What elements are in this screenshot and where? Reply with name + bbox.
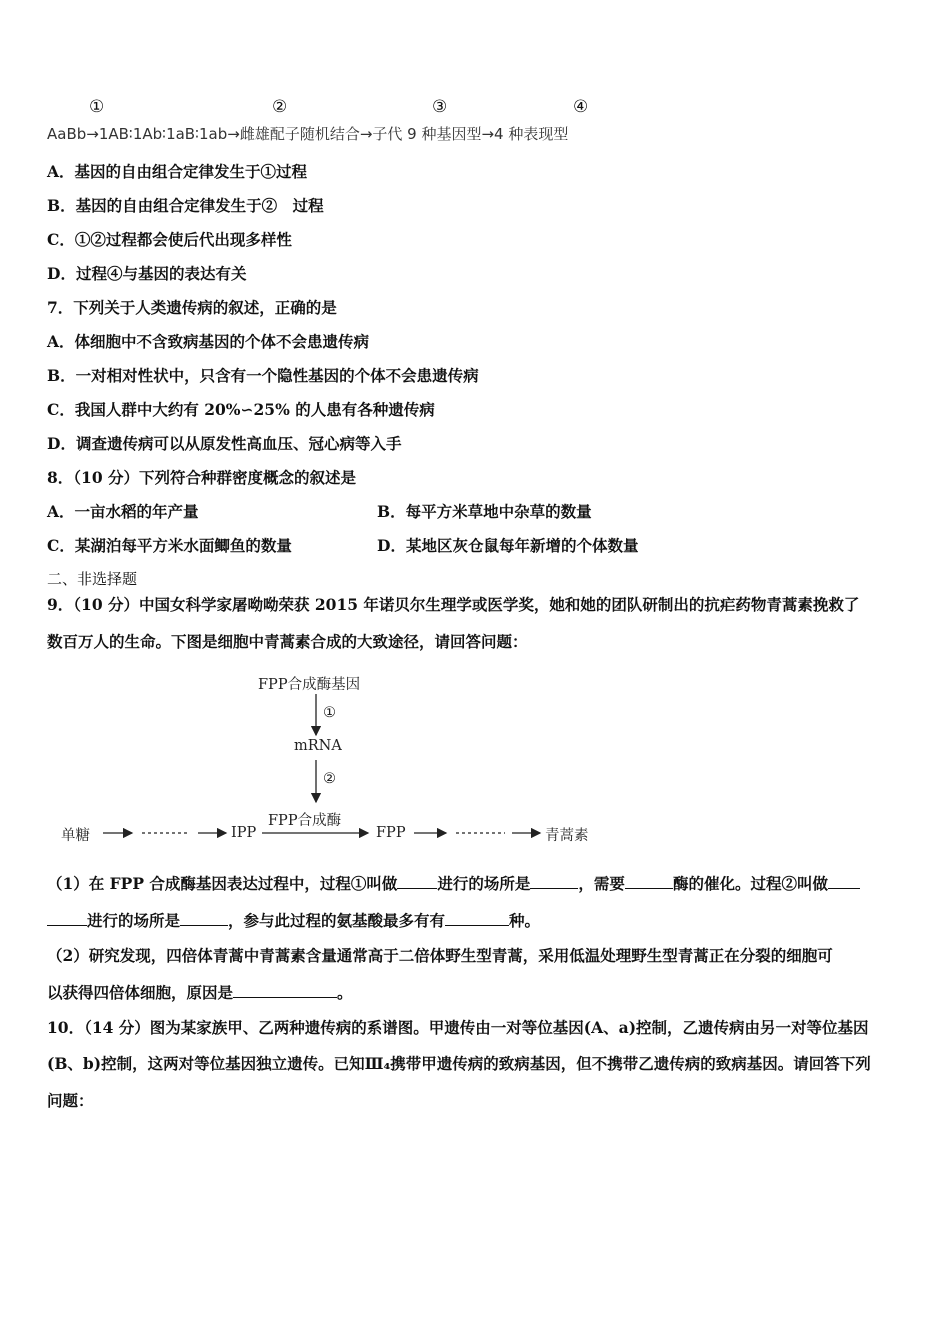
q6-option-a: A．基因的自由组合定律发生于①过程 [47,162,308,181]
q10-stem-line2: (B、b)控制，这两对等位基因独立遗传。已知Ⅲ₄携带甲遗传病的致病基因，但不携带乙遗传病的致病基因。请回答下列 [47,1054,871,1073]
answer-blank[interactable] [233,983,337,998]
q9-sub2-line1: （2）研究发现，四倍体青蒿中青蒿素含量通常高于二倍体野生型青蒿，采用低温处理野生型青蒿正在分裂的细胞可 [47,946,833,965]
q8-option-d: D．某地区灰仓鼠每年新增的个体数量 [377,536,639,555]
answer-blank[interactable] [180,911,228,926]
fpp-label: FPP [376,825,406,841]
step-marker-3: ③ [432,97,448,117]
q8-option-a: A．一亩水稻的年产量 [47,502,199,521]
q9-sub1-line2: 进行的场所是 ，参与此过程的氨基酸最多有有 种。 [47,911,540,931]
q9-stem-line1: 9．（10 分）中国女科学家屠呦呦荣获 2015 年诺贝尔生理学或医学奖，她和她的团队研制出的抗疟药物青蒿素挽救了 [47,595,860,614]
q6-option-c: C．①②过程都会使后代出现多样性 [47,230,292,249]
product-label: 青蒿素 [545,828,589,844]
step-2-label: ② [323,771,336,787]
section-heading: 二、非选择题 [47,570,138,588]
q7-option-d: D．调查遗传病可以从原发性高血压、冠心病等入手 [47,434,402,453]
q7-option-b: B．一对相对性状中，只含有一个隐性基因的个体不会患遗传病 [47,366,479,385]
step-marker-4: ④ [573,97,589,117]
answer-blank[interactable] [625,874,673,889]
q6-option-d: D．过程④与基因的表达有关 [47,264,247,283]
ipp-label: IPP [231,825,257,841]
q8-option-c: C．某湖泊每平方米水面鲫鱼的数量 [47,536,292,555]
answer-blank[interactable] [445,911,509,926]
mrna-label: mRNA [294,738,342,754]
step-marker-1: ① [89,97,105,117]
step-1-label: ① [323,705,336,721]
gamete-flow-text: AaBb→1AB∶1Ab∶1aB∶1ab→雌雄配子随机结合→子代 9 种基因型→4 种表现型 [47,125,569,143]
sugar-label: 单糖 [61,828,90,844]
q10-stem-line1: 10．（14 分）图为某家族甲、乙两种遗传病的系谱图。甲遗传由一对等位基因(A、a)控制，乙遗传病由另一对等位基因 [47,1018,869,1037]
q8-stem: 8．（10 分）下列符合种群密度概念的叙述是 [47,468,357,487]
step-marker-2: ② [272,97,288,117]
enzyme-label: FPP合成酶 [268,813,342,829]
q9-stem-line2: 数百万人的生命。下图是细胞中青蒿素合成的大致途径，请回答问题： [47,632,528,651]
q7-option-c: C．我国人群中大约有 20%∽25% 的人患有各种遗传病 [47,400,435,419]
q8-option-b: B．每平方米草地中杂草的数量 [377,502,592,521]
answer-blank[interactable] [828,874,860,889]
q7-option-a: A．体细胞中不含致病基因的个体不会患遗传病 [47,332,370,351]
q10-stem-line3: 问题： [47,1091,94,1110]
q7-stem: 7．下列关于人类遗传病的叙述，正确的是 [47,298,337,317]
gene-label: FPP合成酶基因 [258,677,361,693]
q9-sub1-line1: （1）在 FPP 合成酶基因表达过程中，过程①叫做 进行的场所是 ，需要 酶的催化。过程②叫做 [47,874,860,894]
answer-blank[interactable] [47,911,87,926]
answer-blank[interactable] [397,874,437,889]
answer-blank[interactable] [530,874,578,889]
q6-option-b: B．基因的自由组合定律发生于② 过程 [47,196,324,215]
q9-sub2-line2: 以获得四倍体细胞，原因是 。 [47,983,353,1002]
